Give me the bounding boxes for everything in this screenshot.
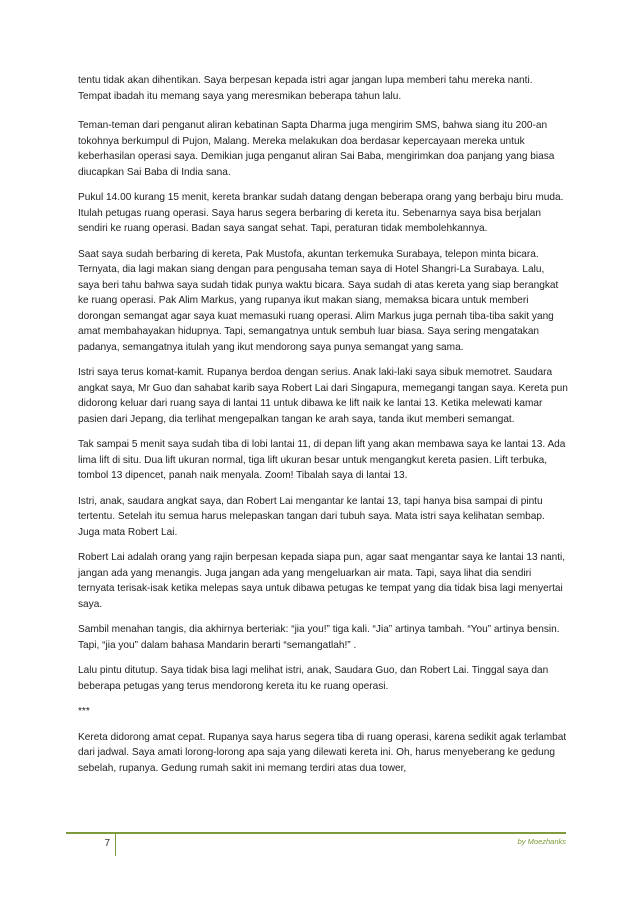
paragraph: Saat saya sudah berbaring di kereta, Pak Mustofa, akuntan terkemuka Surabaya, telepon minta bicara. Ternyata, dia lagi makan siang dengan para pengusaha teman saya di Hotel Shangri-La Surabaya. Lalu, saya beri tahu bahwa saya sudah tidak punya waktu bicara. Saya sudah di atas kereta yang siap berangkat ke ruang operasi. Pak Alim Markus, yang rupanya ikut makan siang, memaksa bicara untuk memberi dorongan semangat agar saya kuat memasuki ruang operasi. Alim Markus juga pernah tiba-tiba sakit yang amat membahayakan hidupnya. Tapi, semangatnya untuk sembuh luar biasa. Saya sering mengatakan padanya, semangatnya itulah yang ikut mendorong saya punya semangat yang sama.	[78, 248, 559, 353]
page-body	[78, 73, 568, 786]
paragraph: Teman-teman dari penganut aliran kebatinan Sapta Dharma juga mengirim SMS, bahwa siang itu 200-an tokohnya berkumpul di Pujon, Malang. Mereka melakukan doa berdasar kepercayaan mereka untuk keberhasilan operasi saya. Demikian juga penganut aliran Sai Baba, mengirimkan doa panjang yang biasa diucapkan Sai Baba di India sana.	[78, 120, 555, 178]
page-number: 7	[66, 834, 116, 856]
section-separator: ***	[78, 706, 90, 717]
paragraph: Robert Lai adalah orang yang rajin berpesan kepada siapa pun, agar saat mengantar saya ke lantai 13 nanti, jangan ada yang menangis. Juga jangan ada yang mengeluarkan air mata. Tapi, saya lihat dia sendiri ternyata terisak-isak ketika melepas saya untuk dibawa petugas ke tempat yang dia tidak bisa lagi menyertai saya.	[78, 552, 566, 610]
paragraph: tentu tidak akan dihentikan. Saya berpesan kepada istri agar jangan lupa memberi tahu mereka nanti. Tempat ibadah itu memang saya yang meresmikan beberapa tahun lalu.	[78, 75, 533, 102]
page-footer	[66, 832, 566, 862]
paragraph: Lalu pintu ditutup. Saya tidak bisa lagi melihat istri, anak, Saudara Guo, dan Robert Lai. Tinggal saya dan beberapa petugas yang terus mendorong kereta itu ke ruang operasi.	[78, 665, 549, 692]
paragraph: Pukul 14.00 kurang 15 menit, kereta brankar sudah datang dengan beberapa orang yang berbaju biru muda. Itulah petugas ruang operasi. Saya harus segera berbaring di kereta itu. Sebenarnya saya bisa berjalan sendiri ke ruang operasi. Badan saya sangat sehat. Tapi, peraturan tidak membolehkannya.	[78, 192, 564, 234]
paragraph: Istri, anak, saudara angkat saya, dan Robert Lai mengantar ke lantai 13, tapi hanya bisa sampai di pintu tertentu. Setelah itu semua harus melepaskan tangan dari tubuh saya. Mata istri saya kelihatan sembap. Juga mata Robert Lai.	[78, 495, 545, 538]
author-byline: by Moezhanks	[517, 837, 566, 846]
paragraph: Sambil menahan tangis, dia akhirnya berteriak: “jia you!” tiga kali. “Jia” artinya tambah. “You” artinya bensin. Tapi, “jia you” dalam bahasa Mandarin berarti “semangatlah!” .	[78, 624, 560, 651]
paragraph: Istri saya terus komat-kamit. Rupanya berdoa dengan serius. Anak laki-laki saya sibuk memotret. Saudara angkat saya, Mr Guo dan sahabat karib saya Robert Lai dari Singapura, memegangi tangan saya. Kereta pun didorong keluar dari ruang saya di lantai 11 untuk dibawa ke lift naik ke lantai 13. Ketika melewati kamar pasien dari Jepang, dia terlihat mengepalkan tangan ke arah saya, tanda ikut memberi semangat.	[78, 367, 568, 425]
paragraph: Tak sampai 5 menit saya sudah tiba di lobi lantai 11, di depan lift yang akan membawa saya ke lantai 13. Ada lima lift di situ. Dua lift ukuran normal, tiga lift ukuran besar untuk mengangkut kereta pasien. Lift terbuka, tombol 13 dipencet, panah naik menyala. Zoom! Tibalah saya di lantai 13.	[78, 439, 566, 481]
paragraph: Kereta didorong amat cepat. Rupanya saya harus segera tiba di ruang operasi, karena sedikit agak terlambat dari jadwal. Saya amati lorong-lorong apa saja yang dilewati kereta ini. Oh, harus menyeberang ke gedung sebelah, rupanya. Gedung rumah sakit ini memang terdiri atas dua tower,	[78, 731, 567, 774]
